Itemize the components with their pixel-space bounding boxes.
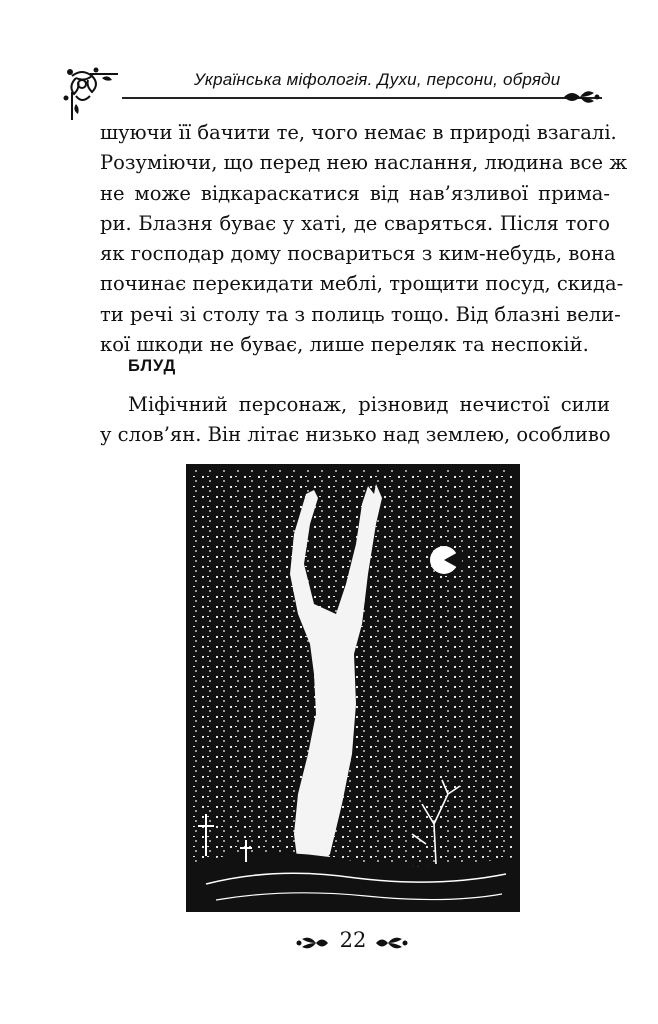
text-line: шуючи її бачити те, чого немає в природі взагалі. xyxy=(100,121,617,144)
text-line: не може відкараскатися від нав’язливої прима- xyxy=(100,181,610,205)
paragraph-blud xyxy=(100,390,610,451)
running-header xyxy=(62,64,622,124)
page-footer xyxy=(0,928,658,960)
floral-flourish-icon xyxy=(562,87,600,107)
text-line: у слов’ян. Він літає низько над землею, особливо xyxy=(100,423,611,447)
header-rule xyxy=(122,97,602,99)
floral-corner-icon xyxy=(62,64,124,124)
paragraph-continued xyxy=(100,118,628,360)
text-line: ри. Блазня буває у хаті, де сваряться. Після того xyxy=(100,211,610,235)
text-line: ти речі зі столу та з полиць тощо. Від блазні вели- xyxy=(100,302,621,326)
woodcut-illustration xyxy=(186,464,520,912)
text-line: кої шкоди не буває, лише переляк та неспокій. xyxy=(100,333,589,357)
text-line: починає перекидати меблі, трощити посуд, скида- xyxy=(100,272,624,296)
text-line: як господар дому посвариться з ким-небудь, вона xyxy=(100,242,616,266)
running-title: Українська міфологія. Духи, персони, обряди xyxy=(194,70,561,89)
page-number: 22 xyxy=(339,928,367,952)
floral-flourish-icon xyxy=(296,934,330,952)
text-line: Міфічний персонаж, різновид нечистої сили xyxy=(128,393,610,416)
section-heading: БЛУД xyxy=(128,357,177,375)
floral-flourish-icon xyxy=(374,934,408,952)
text-line: Розуміючи, що перед нею наслання, людина все ж xyxy=(100,151,628,175)
